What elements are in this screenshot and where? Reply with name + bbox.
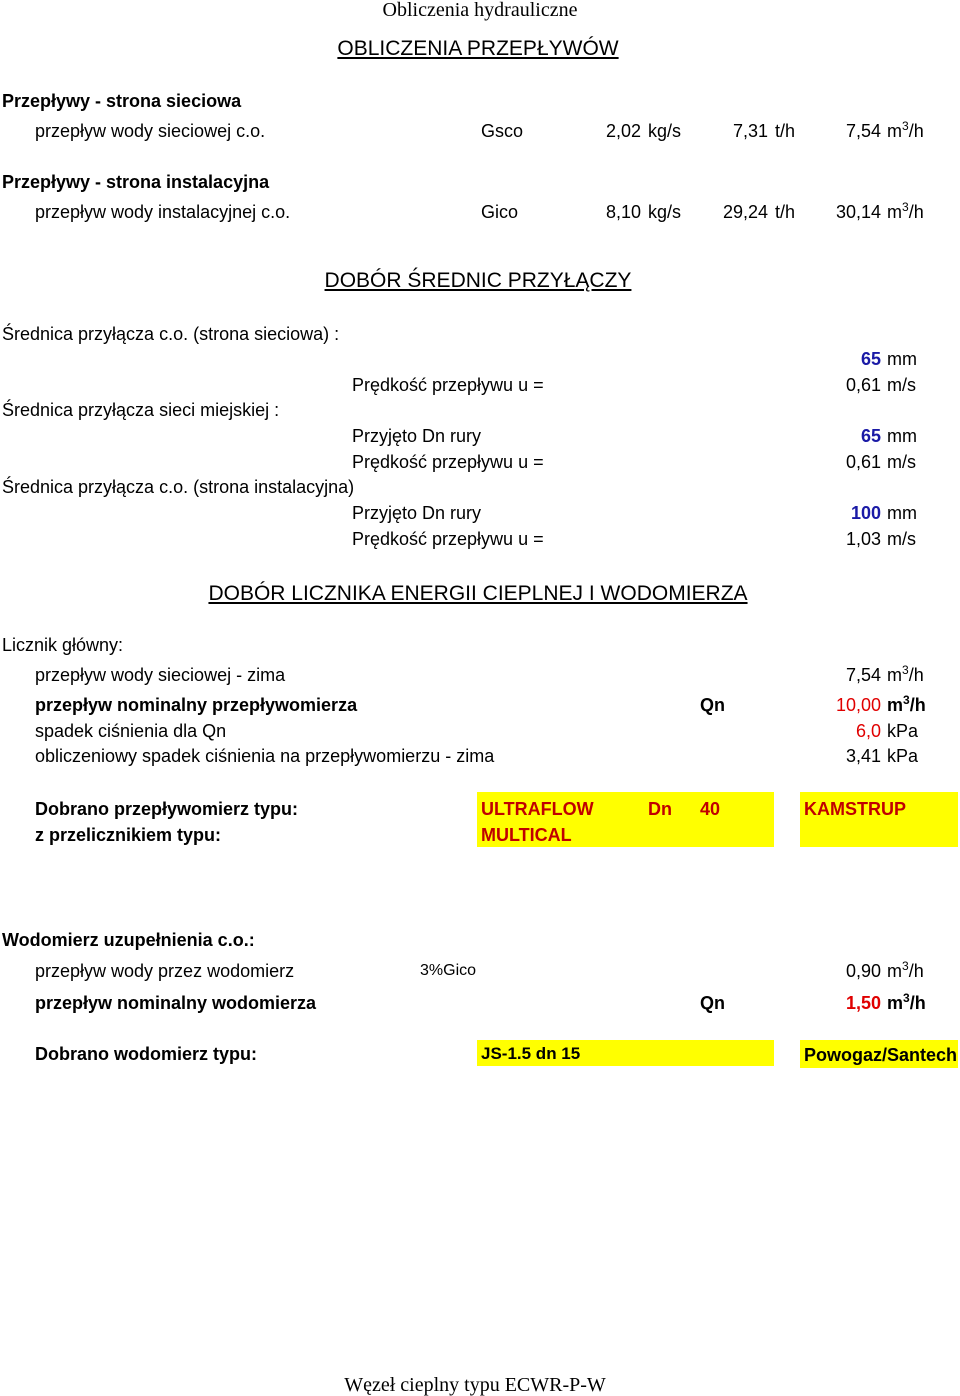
value-kgs: 2,02 bbox=[605, 121, 641, 141]
dn-label: Przyjęto Dn rury bbox=[352, 426, 482, 446]
unit-kpa: kPa bbox=[887, 746, 919, 766]
value-speed: 0,61 bbox=[845, 452, 881, 472]
value-m3h: 7,54 bbox=[845, 121, 881, 141]
unit-kgs: kg/s bbox=[648, 202, 682, 222]
unit-mm: mm bbox=[887, 426, 917, 446]
row-label: obliczeniowy spadek ciśnienia na przepływomierzu - zima bbox=[35, 746, 495, 766]
chosen-meter-maker: KAMSTRUP bbox=[804, 799, 906, 819]
unit-m3h: $m^3/h$ bbox=[887, 959, 924, 981]
group-heading-main-meter: Licznik główny: bbox=[2, 635, 124, 655]
page-footer: Węzeł cieplny typu ECWR-P-W bbox=[344, 1374, 606, 1396]
group-heading-network: Przepływy - strona sieciowa bbox=[2, 91, 242, 111]
chosen-meter-dn-label: Dn bbox=[648, 799, 672, 819]
chosen-meter-type: ULTRAFLOW bbox=[481, 799, 594, 819]
unit-m3h: $m^3/h$ bbox=[887, 991, 926, 1013]
unit-ms: m/s bbox=[887, 375, 916, 395]
calculator-type: MULTICAL bbox=[481, 825, 572, 845]
unit-kpa: kPa bbox=[887, 721, 919, 741]
value-dn: 100 bbox=[850, 503, 881, 523]
flow-formula: 3%Gico bbox=[420, 962, 477, 979]
unit-kgs: kg/s bbox=[648, 121, 682, 141]
chosen-meter-dn: 40 bbox=[700, 799, 721, 819]
unit-m3h: $m^3/h$ bbox=[887, 200, 924, 222]
row-heading: Średnica przyłącza sieci miejskiej : bbox=[2, 400, 280, 420]
unit-mm: mm bbox=[887, 503, 917, 523]
page-header: Obliczenia hydrauliczne bbox=[382, 0, 578, 21]
chosen-water-meter-type: JS-1.5 dn 15 bbox=[481, 1044, 581, 1063]
value-flow: 0,90 bbox=[845, 961, 881, 981]
unit-ms: m/s bbox=[887, 529, 916, 549]
value-speed: 0,61 bbox=[845, 375, 881, 395]
section-title-meter: DOBÓR LICZNIKA ENERGII CIEPLNEJ I WODOMIERZA bbox=[208, 582, 748, 605]
speed-label: Prędkość przepływu u = bbox=[352, 452, 544, 472]
value-nominal: 1,50 bbox=[845, 993, 881, 1013]
unit-ms: m/s bbox=[887, 452, 916, 472]
value-dn: 65 bbox=[860, 426, 881, 446]
value-drop: 6,0 bbox=[855, 721, 881, 741]
row-label: spadek ciśnienia dla Qn bbox=[35, 721, 227, 741]
unit-mm: mm bbox=[887, 349, 917, 369]
row-label: przepływ wody przez wodomierz bbox=[35, 961, 295, 981]
value-th: 7,31 bbox=[732, 121, 768, 141]
section-title-diameters: DOBÓR ŚREDNIC PRZYŁĄCZY bbox=[324, 269, 632, 292]
unit-th: t/h bbox=[775, 121, 796, 141]
value-kgs: 8,10 bbox=[605, 202, 641, 222]
value-th: 29,24 bbox=[722, 202, 768, 222]
dn-label: Przyjęto Dn rury bbox=[352, 503, 482, 523]
calculator-label: z przelicznikiem typu: bbox=[35, 825, 222, 845]
value-nominal: 10,00 bbox=[835, 695, 881, 715]
row-label: przepływ wody sieciowej c.o. bbox=[35, 121, 266, 141]
value-calc-drop: 3,41 bbox=[845, 746, 881, 766]
unit-m3h: $m^3/h$ bbox=[887, 693, 926, 715]
unit-m3h: $m^3/h$ bbox=[887, 119, 924, 141]
value-speed: 1,03 bbox=[845, 529, 881, 549]
nominal-symbol: Qn bbox=[700, 695, 725, 715]
flow-symbol: Gsco bbox=[481, 121, 524, 141]
value-dn: 65 bbox=[860, 349, 881, 369]
unit-m3h: $m^3/h$ bbox=[887, 663, 924, 685]
group-heading-water-meter: Wodomierz uzupełnienia c.o.: bbox=[2, 930, 255, 950]
flow-symbol: Gico bbox=[481, 202, 519, 222]
speed-label: Prędkość przepływu u = bbox=[352, 375, 544, 395]
row-label-nominal: przepływ nominalny wodomierza bbox=[35, 993, 317, 1013]
row-label: przepływ wody sieciowej - zima bbox=[35, 665, 286, 685]
speed-label: Prędkość przepływu u = bbox=[352, 529, 544, 549]
value-flow: 7,54 bbox=[845, 665, 881, 685]
row-heading: Średnica przyłącza c.o. (strona sieciowa) : bbox=[2, 324, 340, 344]
group-heading-installation: Przepływy - strona instalacyjna bbox=[2, 172, 270, 192]
chosen-water-meter-label: Dobrano wodomierz typu: bbox=[35, 1044, 257, 1064]
row-label-nominal: przepływ nominalny przepływomierza bbox=[35, 695, 358, 715]
value-m3h: 30,14 bbox=[835, 202, 881, 222]
chosen-water-meter-maker: Powogaz/Santech bbox=[804, 1045, 958, 1065]
nominal-symbol: Qn bbox=[700, 993, 725, 1013]
row-heading: Średnica przyłącza c.o. (strona instalacyjna) bbox=[2, 477, 355, 497]
chosen-meter-label: Dobrano przepływomierz typu: bbox=[35, 799, 299, 819]
row-label: przepływ wody instalacyjnej c.o. bbox=[35, 202, 291, 222]
unit-th: t/h bbox=[775, 202, 796, 222]
section-title-flows: OBLICZENIA PRZEPŁYWÓW bbox=[337, 37, 619, 60]
